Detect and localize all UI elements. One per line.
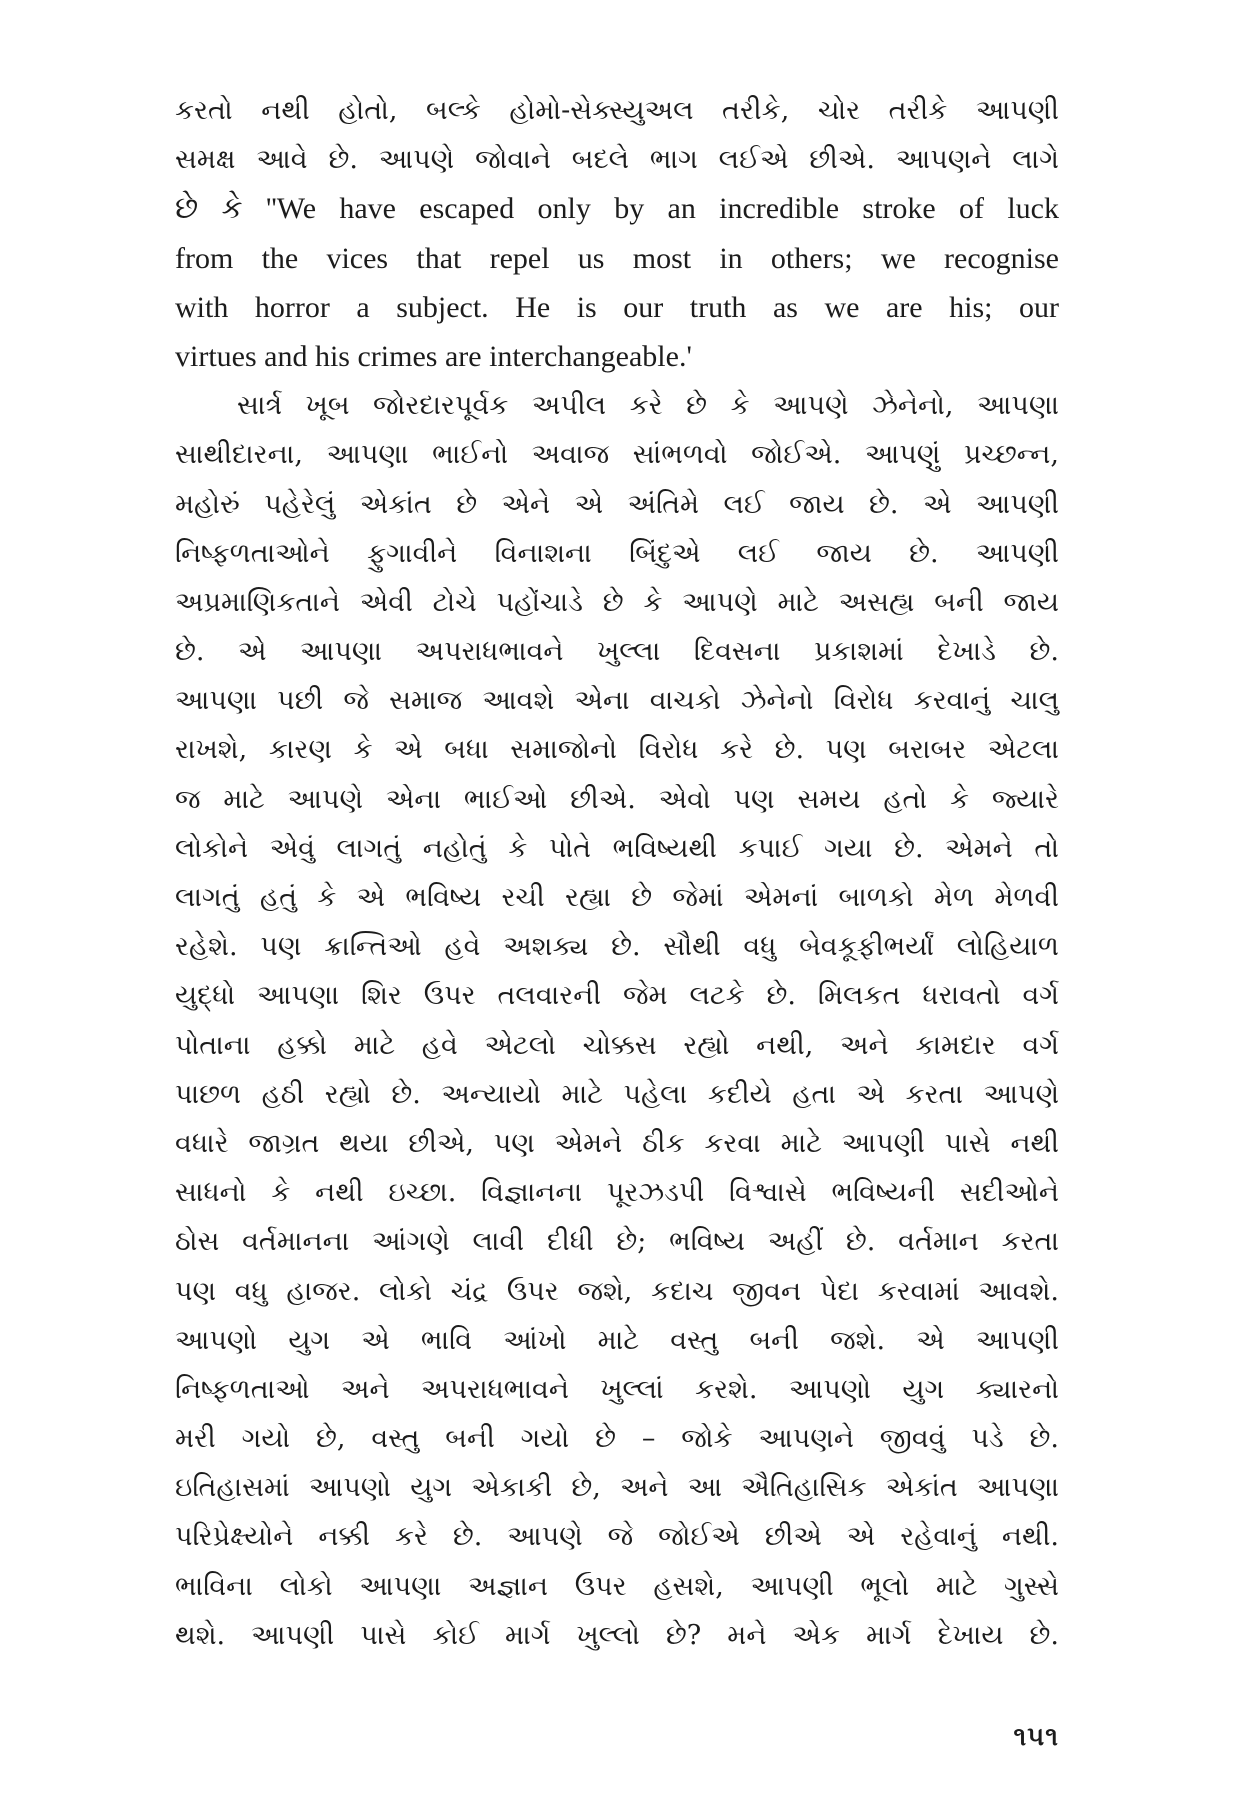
text-line: સાર્ત્ર ખૂબ જોરદારપૂર્વક અપીલ કરે છે કે આપણે ઝેનેનો, આપણા <box>237 390 1059 422</box>
text-line: છે કે ''We have escaped only by an incredible stroke of luck <box>175 192 1059 226</box>
text-line: નિષ્ફળતાઓને ફુગાવીને વિનાશના બિંદુએ લઈ જાય છે. આપણી <box>175 537 1059 569</box>
text-line: રાખશે, કારણ કે એ બધા સમાજોનો વિરોધ કરે છે. પણ બરાબર એટલા <box>175 734 1059 766</box>
text-line: સમક્ષ આવે છે. આપણે જોવાને બદલે ભાગ લઈએ છીએ. આપણને લાગે <box>175 144 1059 176</box>
text-line: with horror a subject. He is our truth as we are his; our <box>175 290 1059 324</box>
text-line: અપ્રમાણિકતાને એવી ટોચે પહોંચાડે છે કે આપણે માટે અસહ્ય બની જાય <box>175 586 1059 618</box>
text-line: પાછળ હઠી રહ્યો છે. અન્યાયો માટે પહેલા કદીયે હતા એ કરતા આપણે <box>175 1078 1059 1110</box>
text-line: રહેશે. પણ ક્રાન્તિઓ હવે અશક્ય છે. સૌથી વધુ બેવકૂફીભર્યાં લોહિયાળ <box>175 931 1059 963</box>
text-line: મહોરું પહેરેલું એકાંત છે એને એ અંતિમે લઈ જાય છે. એ આપણી <box>175 488 1059 520</box>
text-line: વધારે જાગ્રત થયા છીએ, પણ એમને ઠીક કરવા માટે આપણી પાસે નથી <box>175 1127 1059 1159</box>
text-line: ઠોસ વર્તમાનના આંગણે લાવી દીધી છે; ભવિષ્ય અહીં છે. વર્તમાન કરતા <box>175 1226 1059 1258</box>
text-line: virtues and his crimes are interchangeable.' <box>175 339 692 373</box>
page-number: ૧૫૧ <box>1013 1722 1059 1752</box>
text-line: મરી ગયો છે, વસ્તુ બની ગયો છે – જોકે આપણને જીવવું પડે છે. <box>175 1423 1059 1455</box>
text-line: જ માટે આપણે એના ભાઈઓ છીએ. એવો પણ સમય હતો કે જ્યારે <box>175 783 1059 815</box>
text-line: થશે. આપણી પાસે કોઈ માર્ગ ખુલ્લો છે? મને એક માર્ગ દેખાય છે. <box>175 1619 1059 1651</box>
text-line: નિષ્ફળતાઓ અને અપરાધભાવને ખુલ્લાં કરશે. આપણો યુગ ક્યારનો <box>175 1373 1059 1405</box>
text-line: પોતાના હક્કો માટે હવે એટલો ચોક્કસ રહ્યો નથી, અને કામદાર વર્ગ <box>175 1029 1059 1061</box>
text-line: ઇતિહાસમાં આપણો યુગ એકાકી છે, અને આ ઐતિહાસિક એકાંત આપણા <box>175 1472 1059 1504</box>
text-line: યુદ્ધો આપણા શિર ઉપર તલવારની જેમ લટકે છે. મિલકત ધરાવતો વર્ગ <box>175 980 1059 1012</box>
text-line: from the vices that repel us most in others; we recognise <box>175 241 1059 275</box>
text-line: છે. એ આપણા અપરાધભાવને ખુલ્લા દિવસના પ્રકાશમાં દેખાડે છે. <box>175 636 1059 668</box>
text-line: આપણો યુગ એ ભાવિ આંખો માટે વસ્તુ બની જશે. એ આપણી <box>175 1324 1059 1356</box>
text-line: સાધનો કે નથી ઇચ્છા. વિજ્ઞાનના પૂરઝડપી વિશ્વાસે ભવિષ્યની સદીઓને <box>175 1177 1059 1209</box>
text-line: પરિપ્રેક્ષ્યોને નક્કી કરે છે. આપણે જે જોઈએ છીએ એ રહેવાનું નથી. <box>175 1521 1059 1553</box>
text-line: પણ વધુ હાજર. લોકો ચંદ્ર ઉપર જશે, કદાચ જીવન પેદા કરવામાં આવશે. <box>175 1275 1059 1307</box>
text-line: સાથીદારના, આપણા ભાઈનો અવાજ સાંભળવો જોઈએ. આપણું પ્રચ્છન્ન, <box>175 439 1059 471</box>
text-line: આપણા પછી જે સમાજ આવશે એના વાચકો ઝેનેનો વિરોધ કરવાનું ચાલુ <box>175 685 1059 717</box>
text-line: લાગતું હતું કે એ ભવિષ્ય રચી રહ્યા છે જેમાં એમનાં બાળકો મેળ મેળવી <box>175 882 1059 913</box>
body-text <box>175 86 1059 1660</box>
text-line: લોકોને એવું લાગતું નહોતું કે પોતે ભવિષ્યથી કપાઈ ગયા છે. એમને તો <box>175 832 1059 864</box>
text-line: કરતો નથી હોતો, બલ્કે હોમો-સેક્સ્યુઅલ તરીકે, ચોર તરીકે આપણી <box>175 95 1059 126</box>
text-line: ભાવિના લોકો આપણા અજ્ઞાન ઉપર હસશે, આપણી ભૂલો માટે ગુસ્સે <box>175 1570 1059 1602</box>
